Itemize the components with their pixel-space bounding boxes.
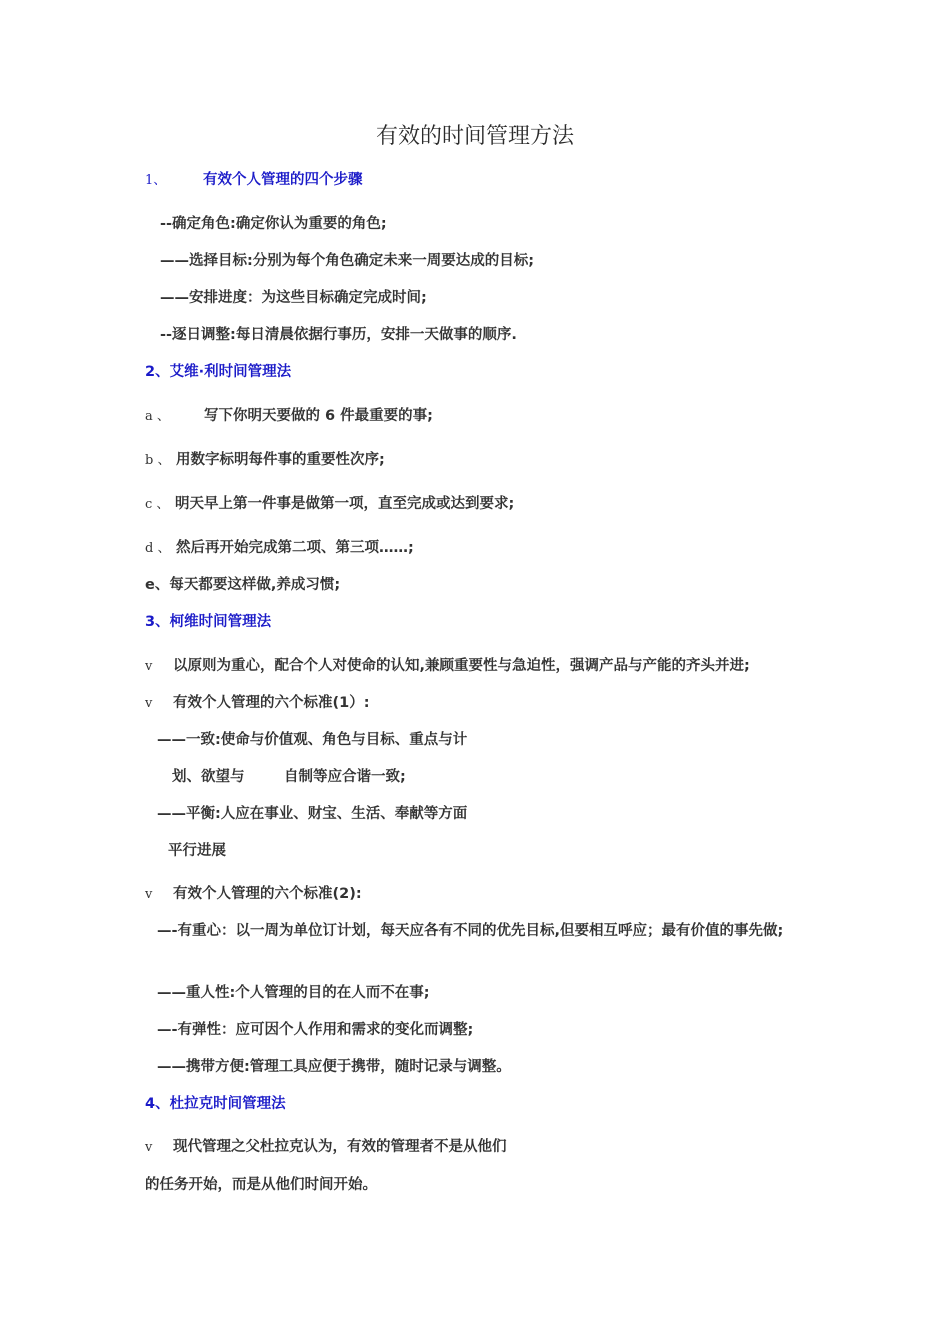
bullet-text: 有效个人管理的六个标准(2): <box>173 886 362 902</box>
section1-item: ——安排进度：为这些目标确定完成时间; <box>160 290 427 306</box>
item-marker: b 、 <box>145 453 171 468</box>
bullet-text: 以原则为重心，配合个人对使命的认知,兼顾重要性与急迫性，强调产品与产能的齐头并进; <box>173 658 750 674</box>
standard-item: ——重人性:个人管理的目的在人而不在事; <box>157 985 430 1001</box>
section2-item <box>145 406 433 427</box>
standard-item: —-有重心：以一周为单位订计划，每天应各有不同的优先目标,但要相互呼应；最有价值的事先做; <box>157 923 784 939</box>
section1-heading <box>145 170 363 191</box>
item-marker: d 、 <box>145 541 171 556</box>
standard-item-continued: 平行进展 <box>168 843 226 859</box>
section1-number: 1、 <box>145 173 167 188</box>
section1-item: --确定角色:确定你认为重要的角色; <box>160 216 387 232</box>
section2-item <box>145 538 414 559</box>
section4-heading: 4、杜拉克时间管理法 <box>145 1096 286 1112</box>
bullet-item <box>145 884 362 905</box>
section2-item <box>145 450 385 471</box>
section3-heading: 3、柯维时间管理法 <box>145 614 272 630</box>
item-text: 然后再开始完成第二项、第三项……; <box>176 540 414 556</box>
item-text: 明天早上第一件事是做第一项，直至完成或达到要求; <box>175 496 515 512</box>
text-segment: 划、欲望与 <box>172 769 245 785</box>
standard-item-continued <box>172 767 406 787</box>
bullet-marker: v <box>145 1140 153 1155</box>
section2-item: e、每天都要这样做,养成习惯; <box>145 577 341 593</box>
bullet-marker: v <box>145 659 153 674</box>
bullet-item <box>145 693 370 714</box>
text-segment: 自制等应合谐一致; <box>284 769 406 785</box>
section2-item <box>145 494 514 515</box>
item-marker: a 、 <box>145 409 170 424</box>
standard-item: —-有弹性：应可因个人作用和需求的变化而调整; <box>157 1022 474 1038</box>
section1-item: ——选择目标:分别为每个角色确定未来一周要达成的目标; <box>160 253 535 269</box>
item-text: 用数字标明每件事的重要性次序; <box>176 452 385 468</box>
section2-heading: 2、艾维·利时间管理法 <box>145 364 292 380</box>
section1-item: --逐日调整:每日清晨依据行事历，安排一天做事的顺序. <box>160 327 517 343</box>
section1-heading-text: 有效个人管理的四个步骤 <box>203 172 363 188</box>
paragraph-continued: 的任务开始，而是从他们时间开始。 <box>145 1177 377 1193</box>
standard-item: ——一致:使命与价值观、角色与目标、重点与计 <box>157 732 468 748</box>
item-marker: c 、 <box>145 497 170 512</box>
bullet-text: 现代管理之父杜拉克认为，有效的管理者不是从他们 <box>173 1139 507 1155</box>
bullet-marker: v <box>145 887 153 902</box>
bullet-item <box>145 1137 507 1158</box>
bullet-marker: v <box>145 696 153 711</box>
document-title: 有效的时间管理方法 <box>375 124 574 149</box>
bullet-text: 有效个人管理的六个标准(1）: <box>173 695 370 711</box>
bullet-item <box>145 656 750 677</box>
standard-item: ——携带方便:管理工具应便于携带，随时记录与调整。 <box>157 1059 511 1075</box>
item-text: 写下你明天要做的 6 件最重要的事; <box>204 408 433 424</box>
standard-item: ——平衡:人应在事业、财宝、生活、奉献等方面 <box>157 806 468 822</box>
